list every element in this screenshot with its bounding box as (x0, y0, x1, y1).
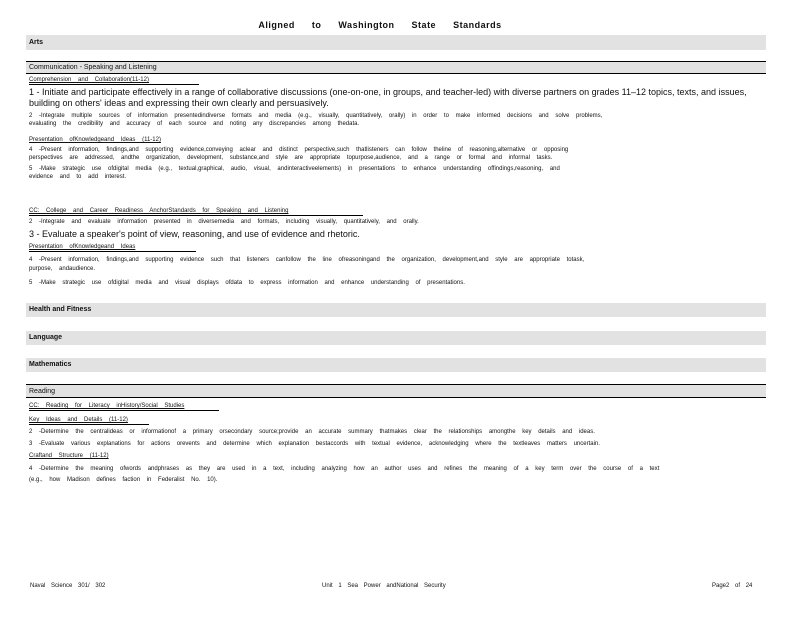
item-4c-line1: 4 -Determine the meaning ofwords andphrases as they are used in a text, including analyzing how an author uses and refines the meaning of a key term over the course of a text (29, 466, 660, 472)
underline (29, 251, 196, 252)
underline (29, 215, 363, 216)
subheading-ccr: CC: College and Career Readiness AnchorStandards for Speaking and Listening (29, 208, 289, 214)
section-communication: Communication - Speaking and Listening (26, 61, 766, 74)
subheading-craft: Craftand Structure (11-12) (29, 453, 109, 459)
underline (29, 84, 199, 85)
item-2b: 2 -Integrate and evaluate information presented in diversemedia and formats, including visually, quantitatively, and orally. (29, 219, 419, 225)
item-3c: 3 -Evaluate various explanations for actions orevents and determine which explanation bestaccords with textual evidence, acknowledging where the textleaves matters uncertain. (29, 441, 600, 447)
item-4b-line2: purpose, andaudience. (29, 266, 96, 272)
subheading-comprehension: Comprehension and Collaboration(11-12) (29, 77, 149, 83)
standard-1: 1 - Initiate and participate effectively in a range of collaborative discussions (one-on-one, in groups, and teacher-led) with diverse partners on grades 11–12 topics, texts, and issues, building on others' ideas and expressing their own clearly and persuasively. (29, 87, 747, 108)
page-title: Aligned to Washington State Standards (258, 20, 502, 30)
underline (29, 410, 219, 411)
item-2a-line1: 2 -Integrate multiple sources of information presentedindiverse formats and media (e.g., visually, quantitatively, orally) in order to make informed decisions and solve problems, (29, 113, 603, 119)
item-4a-line1: 4 -Present information, findings,and supporting evidence,conveying aclear and distinct perspective,such thatlisteners can follow theline of reasoning,alternative or opposing (29, 147, 569, 153)
footer-course: Naval Science 301/ 302 (30, 583, 106, 589)
standard-3: 3 - Evaluate a speaker's point of view, reasoning, and use of evidence and rhetoric. (29, 229, 360, 239)
footer-page: Page2 of 24 (712, 583, 753, 589)
footer-unit: Unit 1 Sea Power andNational Security (322, 583, 446, 589)
item-4c-line2: (e.g., how Madison defines faction in Federalist No. 10). (29, 477, 218, 483)
item-5a-line2: evidence and to add interest. (29, 174, 127, 180)
item-5a-line1: 5 -Make strategic use ofdigital media (e.g., textual,graphical, audio, visual, andinteractiveelements) in presentations to enhance understanding offindings,reasoning, and (29, 166, 560, 172)
subheading-keyideas: Key Ideas and Details (11-12) (29, 417, 128, 423)
section-mathematics: Mathematics (26, 358, 766, 372)
item-5b: 5 -Make strategic use ofdigital media and visual displays ofdata to express information and enhance understanding of presentations. (29, 280, 465, 286)
section-reading: Reading (26, 384, 766, 398)
subheading-ccreading: CC: Reading for Literacy inHistory/Social Studies (29, 403, 185, 409)
section-arts: Arts (26, 35, 766, 50)
item-2a-line2: evaluating the credibility and accuracy of each source and noting any discrepancies among thedata. (29, 121, 360, 127)
subheading-presentation-1: Presentation ofKnowledgeand Ideas (11-12) (29, 137, 161, 143)
item-4b-line1: 4 -Present information, findings,and supporting evidence such that listeners canfollow the line ofreasoningand the organization, development,and style are appropriate totask, (29, 257, 585, 263)
underline (29, 424, 149, 425)
section-health: Health and Fitness (26, 303, 766, 317)
subheading-presentation-2: Presentation ofKnowledgeand Ideas (29, 244, 136, 250)
section-language: Language (26, 331, 766, 345)
item-4a-line2: perspectives are addressed, andthe organization, development, substance,and style are appropriate topurpose,audience, and a range or formal and informal tasks. (29, 155, 553, 161)
item-2c: 2 -Determine the centralideas or informationof a primary orsecondary source;provide an accurate summary thatmakes clear the relationships amongthe key details and ideas. (29, 429, 595, 435)
